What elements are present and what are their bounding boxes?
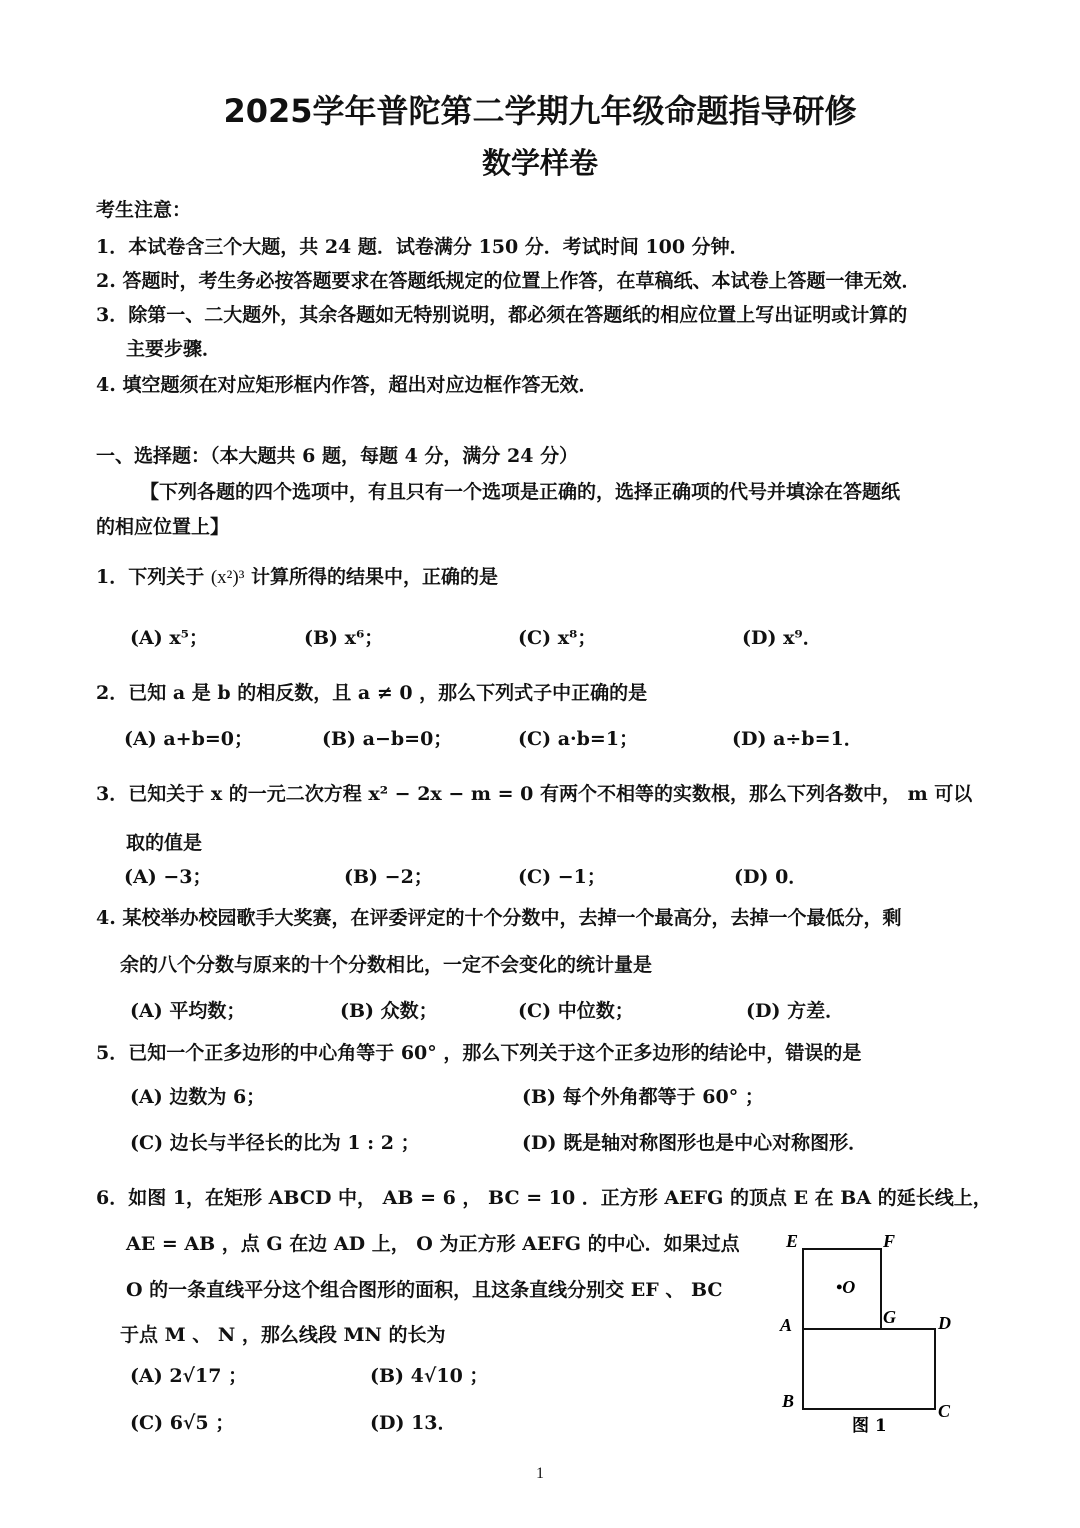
question-3-option-d: (D) 0． xyxy=(734,866,808,888)
label-b: B xyxy=(782,1391,795,1411)
notice-item-2: 2. 答题时，考生务必按答题要求在答题纸规定的位置上作答，在草稿纸、本试卷上答题一律无效． xyxy=(96,270,921,292)
question-3-option-c: (C) −1； xyxy=(518,866,606,888)
question-2-option-a: (A) a+b=0； xyxy=(124,728,253,750)
question-2-option-d: (D) a÷b=1． xyxy=(732,728,863,750)
question-6-stem: 6．如图 1，在矩形 ABCD 中， AB = 6 ， BC = 10 ．正方形 AEFG 的顶点 E 在 BA 的延长线上， xyxy=(96,1187,992,1209)
question-6-stem-cont-2: O 的一条直线平分这个组合图形的面积，且这条直线分别交 EF 、 BC xyxy=(126,1279,723,1301)
label-e: E xyxy=(786,1231,799,1251)
question-1-option-a: (A) x⁵； xyxy=(130,627,208,649)
figure-caption: 图 1 xyxy=(852,1416,887,1436)
question-2-stem: 2．已知 a 是 b 的相反数，且 a ≠ 0 ，那么下列式子中正确的是 xyxy=(96,682,648,704)
label-a: A xyxy=(780,1315,793,1335)
question-3-option-b: (B) −2； xyxy=(344,866,433,888)
question-6-option-c: (C) 6√5 ； xyxy=(130,1412,235,1434)
page-number: 1 xyxy=(536,1465,544,1482)
question-3-option-a: (A) −3； xyxy=(124,866,212,888)
label-o: •O xyxy=(836,1277,856,1297)
question-4-option-a: (A) 平均数； xyxy=(130,1000,246,1022)
question-5-option-a: (A) 边数为 6； xyxy=(130,1086,266,1108)
question-1-option-d: (D) x⁹． xyxy=(742,627,822,649)
section-instruction-cont: 的相应位置上】 xyxy=(96,516,230,538)
notice-item-4: 4. 填空题须在对应矩形框内作答，超出对应边框作答无效． xyxy=(96,374,598,396)
notice-heading: 考生注意： xyxy=(96,199,192,221)
question-4-stem: 4. 某校举办校园歌手大奖赛，在评委评定的十个分数中，去掉一个最高分，去掉一个最低分，剩 xyxy=(96,907,902,929)
question-5-stem: 5．已知一个正多边形的中心角等于 60° ，那么下列关于这个正多边形的结论中，错误的是 xyxy=(96,1042,862,1064)
question-2-option-b: (B) a−b=0； xyxy=(322,728,453,750)
question-1-option-c: (C) x⁸； xyxy=(518,627,597,649)
question-6-option-a: (A) 2√17 ； xyxy=(130,1365,248,1387)
figure-1 xyxy=(770,1225,970,1440)
question-4-stem-cont: 余的八个分数与原来的十个分数相比，一定不会变化的统计量是 xyxy=(120,954,653,976)
question-6-stem-cont-1: AE = AB ，点 G 在边 AD 上， O 为正方形 AEFG 的中心．如果过点 xyxy=(126,1233,740,1255)
question-6-stem-cont-3: 于点 M 、 N ，那么线段 MN 的长为 xyxy=(120,1324,446,1346)
question-6-option-d: (D) 13． xyxy=(370,1412,457,1434)
notice-item-1: 1．本试卷含三个大题，共 24 题．试卷满分 150 分．考试时间 100 分钟． xyxy=(96,236,749,258)
question-1-stem-b: 计算所得的结果中，正确的是 xyxy=(251,566,499,588)
label-g: G xyxy=(883,1307,896,1327)
question-5-option-d: (D) 既是轴对称图形也是中心对称图形． xyxy=(522,1132,868,1154)
question-6-option-b: (B) 4√10 ； xyxy=(370,1365,489,1387)
section-instruction: 【下列各题的四个选项中，有且只有一个选项是正确的，选择正确项的代号并填涂在答题纸 xyxy=(140,481,901,503)
exam-title: 2025学年普陀第二学期九年级命题指导研修 xyxy=(223,92,857,130)
question-5-option-b: (B) 每个外角都等于 60° ； xyxy=(522,1086,764,1108)
question-4-option-c: (C) 中位数； xyxy=(518,1000,634,1022)
notice-item-3-cont: 主要步骤． xyxy=(126,338,222,360)
question-1-option-b: (B) x⁶； xyxy=(304,627,384,649)
label-c: C xyxy=(938,1401,951,1421)
notice-item-3: 3．除第一、二大题外，其余各题如无特别说明，都必须在答题纸的相应位置上写出证明或计算的 xyxy=(96,304,908,326)
question-5-option-c: (C) 边长与半径长的比为 1 : 2 ； xyxy=(130,1132,420,1154)
question-4-option-d: (D) 方差． xyxy=(746,1000,845,1022)
exam-subtitle: 数学样卷 xyxy=(481,146,598,180)
question-1-stem-a: 1．下列关于 xyxy=(96,566,205,588)
question-3-stem: 3．已知关于 x 的一元二次方程 x² − 2x − m = 0 有两个不相等的实数根，那么下列各数中， m 可以 xyxy=(96,783,973,805)
question-3-stem-cont: 取的值是 xyxy=(126,832,203,854)
question-1-stem xyxy=(96,562,498,589)
question-4-option-b: (B) 众数； xyxy=(340,1000,438,1022)
rectangle-abcd xyxy=(803,1329,935,1409)
section-heading: 一、选择题：（本大题共 6 题，每题 4 分，满分 24 分） xyxy=(96,445,579,467)
label-f: F xyxy=(883,1231,896,1251)
question-2-option-c: (C) a·b=1； xyxy=(518,728,639,750)
question-1-expr: (x²)³ xyxy=(210,567,245,588)
label-d: D xyxy=(938,1313,951,1333)
